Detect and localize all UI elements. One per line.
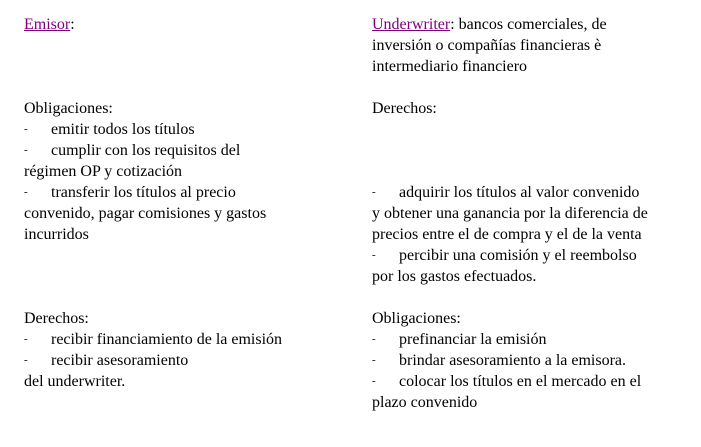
underwriter-description: intermediario financiero xyxy=(372,58,528,75)
list-item-text: colocar los títulos en el mercado en el xyxy=(399,373,642,390)
list-item-continuation: régimen OP y cotización xyxy=(24,163,183,180)
list-item-text: emitir todos los títulos xyxy=(51,121,195,138)
bullet-dash: - xyxy=(372,249,376,261)
list-item-continuation: incurridos xyxy=(24,226,89,243)
bullet-dash: - xyxy=(24,123,28,135)
list-item xyxy=(372,329,692,350)
list-item-continuation: y obtener una ganancia por la diferencia de xyxy=(372,205,648,222)
list-item xyxy=(24,329,329,350)
underwriter-title-rest: : bancos comerciales, de xyxy=(450,16,607,33)
emisor-rights-heading: Derechos: xyxy=(24,310,89,327)
underwriter-link[interactable]: Underwriter xyxy=(372,16,451,33)
list-item-text: percibir una comisión y el reembolso xyxy=(399,247,637,264)
list-item-text: adquirir los títulos al valor convenido xyxy=(399,184,640,201)
list-item-continuation: plazo convenido xyxy=(372,394,478,411)
bullet-dash: - xyxy=(24,354,28,366)
list-item xyxy=(372,182,692,203)
list-item xyxy=(372,245,692,266)
bullet-dash: - xyxy=(24,186,28,198)
list-item-continuation: convenido, pagar comisiones y gastos xyxy=(24,205,267,222)
bullet-dash: - xyxy=(372,333,376,345)
list-item-text: transferir los títulos al precio xyxy=(51,184,236,201)
list-item-text: recibir financiamiento de la emisión xyxy=(51,331,283,348)
emisor-obligations-heading: Obligaciones: xyxy=(24,100,113,117)
bullet-dash: - xyxy=(24,144,28,156)
list-item xyxy=(372,350,692,371)
underwriter-obligations-heading: Obligaciones: xyxy=(372,310,461,327)
bullet-dash: - xyxy=(372,354,376,366)
bullet-dash: - xyxy=(24,333,28,345)
list-item-text: prefinanciar la emisión xyxy=(399,331,547,348)
list-item-text: brindar asesoramiento a la emisora. xyxy=(399,352,627,369)
list-item xyxy=(372,371,692,392)
underwriter-title-line xyxy=(372,14,692,35)
list-item xyxy=(24,350,329,371)
bullet-dash: - xyxy=(372,186,376,198)
list-item xyxy=(24,182,329,203)
list-item-text: cumplir con los requisitos del xyxy=(51,142,241,159)
list-item xyxy=(24,140,329,161)
emisor-title-suffix: : xyxy=(70,16,75,33)
list-item xyxy=(24,119,329,140)
underwriter-column xyxy=(372,14,692,413)
underwriter-description: inversión o compañías financieras è xyxy=(372,37,602,54)
bullet-dash: - xyxy=(372,375,376,387)
list-item-continuation: por los gastos efectuados. xyxy=(372,268,537,285)
emisor-column xyxy=(24,14,329,392)
underwriter-rights-heading: Derechos: xyxy=(372,100,437,117)
list-item-text: recibir asesoramiento xyxy=(51,352,189,369)
emisor-title-line xyxy=(24,14,329,35)
emisor-link[interactable]: Emisor xyxy=(24,16,71,33)
list-item-continuation: precios entre el de compra y el de la venta xyxy=(372,226,642,243)
list-item-continuation: del underwriter. xyxy=(24,373,126,390)
